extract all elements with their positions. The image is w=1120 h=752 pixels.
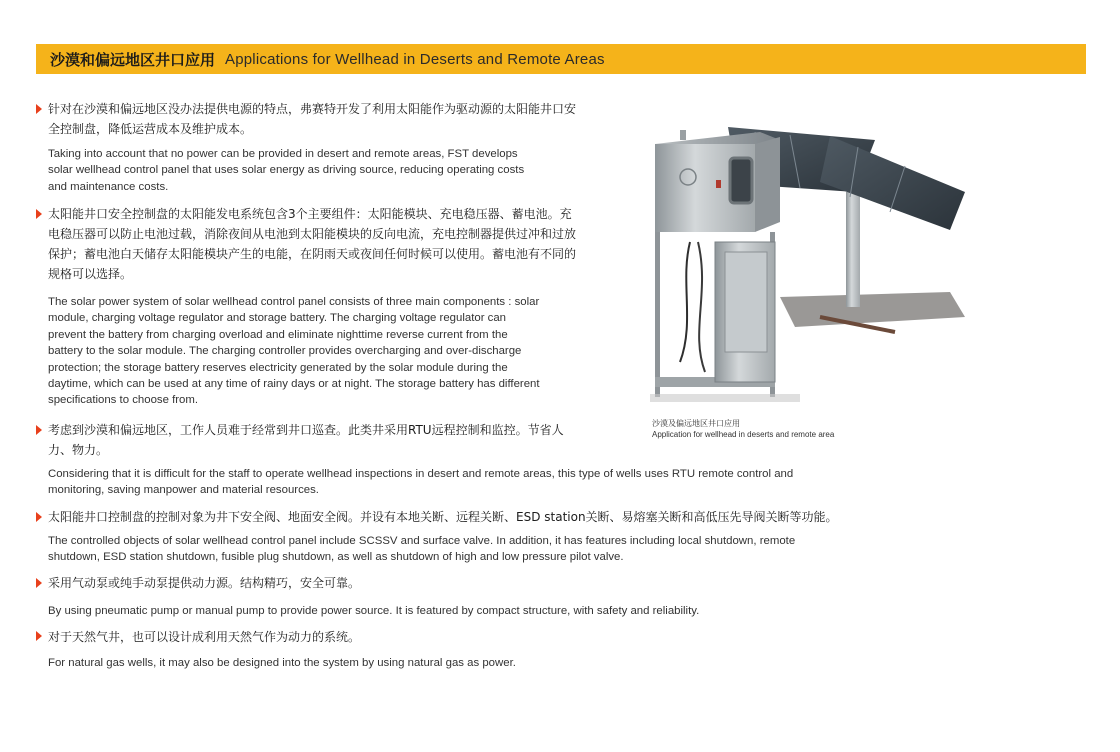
caption-zh: 沙漠及偏远地区井口应用 — [652, 419, 740, 428]
section-4-zh — [48, 507, 968, 527]
section-2-en-line: battery to the solar module. The charging controller provides overcharging and over-discharge — [48, 345, 522, 358]
section-2-en-line: The solar power system of solar wellhead control panel consists of three main components : solar — [48, 296, 540, 308]
section-1-en-line: solar wellhead control panel that uses solar energy as driving source, reducing operating costs — [48, 164, 525, 177]
section-3-en-line: Considering that it is difficult for the staff to operate wellhead inspections in desert and remote areas, this type of wells uses RTU remote control and — [48, 468, 794, 480]
section-2-en-line: specifications to choose from. — [48, 394, 199, 407]
bullet-arrow-icon — [36, 512, 42, 522]
bullet-arrow-icon — [36, 425, 42, 435]
section-1-zh-line: 全控制盘，降低运营成本及维护成本。 — [48, 122, 253, 136]
section-3-en — [48, 466, 968, 499]
section-6-en-line: For natural gas wells, it may also be designed into the system by using natural gas as power. — [48, 657, 516, 669]
section-4-en-line: shutdown, ESD station shutdown, fusible plug shutdown, as well as shutdown of high and low pressure pilot valve. — [48, 551, 624, 564]
section-2-en-line: daytime, which can be used at any time of rainy days or at night. The storage battery has different — [48, 378, 540, 391]
section-1-en-line: Taking into account that no power can be provided in desert and remote areas, FST develops — [48, 148, 518, 160]
section-1-en — [48, 146, 618, 195]
section-6-zh-line: 对于天然气井，也可以设计成利用天然气作为动力的系统。 — [48, 630, 361, 644]
header-title-en: Applications for Wellhead in Deserts and Remote Areas — [225, 50, 605, 68]
section-2 — [48, 204, 618, 409]
section-3-zh-line: 力、物力。 — [48, 443, 109, 457]
section-5-en-line: By using pneumatic pump or manual pump to provide power source. It is featured by compact structure, with safety and reliability. — [48, 605, 700, 617]
bullet-arrow-icon — [36, 631, 42, 641]
section-4-zh-line: 太阳能井口控制盘的控制对象为井下安全阀、地面安全阀。并设有本地关断、远程关断、ESD station关断、易熔塞关断和高低压先导阀关断等功能。 — [48, 510, 838, 524]
bullet-arrow-icon — [36, 209, 42, 219]
section-5-zh-line: 采用气动泵或纯手动泵提供动力源。结构精巧，安全可靠。 — [48, 576, 361, 590]
section-2-en — [48, 294, 618, 409]
bullet-arrow-icon — [36, 578, 42, 588]
section-6-zh — [48, 627, 968, 647]
section-1-zh-line: 针对在沙漠和偏远地区没办法提供电源的特点，弗赛特开发了利用太阳能作为驱动源的太阳能井口安 — [48, 102, 577, 116]
section-2-zh-line: 电稳压器可以防止电池过载，消除夜间从电池到太阳能模块的反向电流，充电控制器提供过冲和过放 — [48, 227, 577, 241]
section-2-en-line: prevent the battery from charging overload and eliminate nighttime reverse current from the — [48, 328, 508, 341]
section-2-zh-line: 保护；蓄电池白天储存太阳能模块产生的电能，在阴雨天或夜间任何时候可以使用。蓄电池有不同的 — [48, 247, 577, 261]
section-4-en-line: The controlled objects of solar wellhead control panel include SCSSV and surface valve. In addition, it has features including local shutdown, remote — [48, 535, 796, 547]
section-5-zh — [48, 573, 968, 593]
section-3-zh-line: 考虑到沙漠和偏远地区，工作人员难于经常到井口巡查。此类井采用RTU远程控制和监控。节省人 — [48, 423, 564, 437]
header-title-zh: 沙漠和偏远地区井口应用 — [50, 50, 216, 69]
section-5-en — [48, 603, 968, 619]
section-header — [36, 44, 1086, 74]
section-6-en — [48, 655, 968, 671]
section-3-en-line: monitoring, saving manpower and material resources. — [48, 484, 319, 497]
section-2-zh-line: 规格可以选择。 — [48, 267, 133, 281]
section-3-zh — [48, 420, 618, 460]
bullet-arrow-icon — [36, 104, 42, 114]
section-2-zh-line: 太阳能井口安全控制盘的太阳能发电系统包含3个主要组件：太阳能模块、充电稳压器、蓄电池。充 — [48, 207, 572, 221]
caption-en: Application for wellhead in deserts and remote area — [652, 430, 835, 439]
solar-wellhead-panel-photo — [650, 122, 980, 412]
section-2-en-line: module, charging voltage regulator and storage battery. The charging voltage regulator can — [48, 312, 507, 325]
section-2-en-line: protection; the storage battery reserves electricity generated by the solar module during the — [48, 361, 508, 374]
section-4-en — [48, 533, 968, 566]
section-1-en-line: and maintenance costs. — [48, 180, 169, 193]
section-1 — [48, 99, 618, 195]
figure-caption — [652, 418, 834, 440]
